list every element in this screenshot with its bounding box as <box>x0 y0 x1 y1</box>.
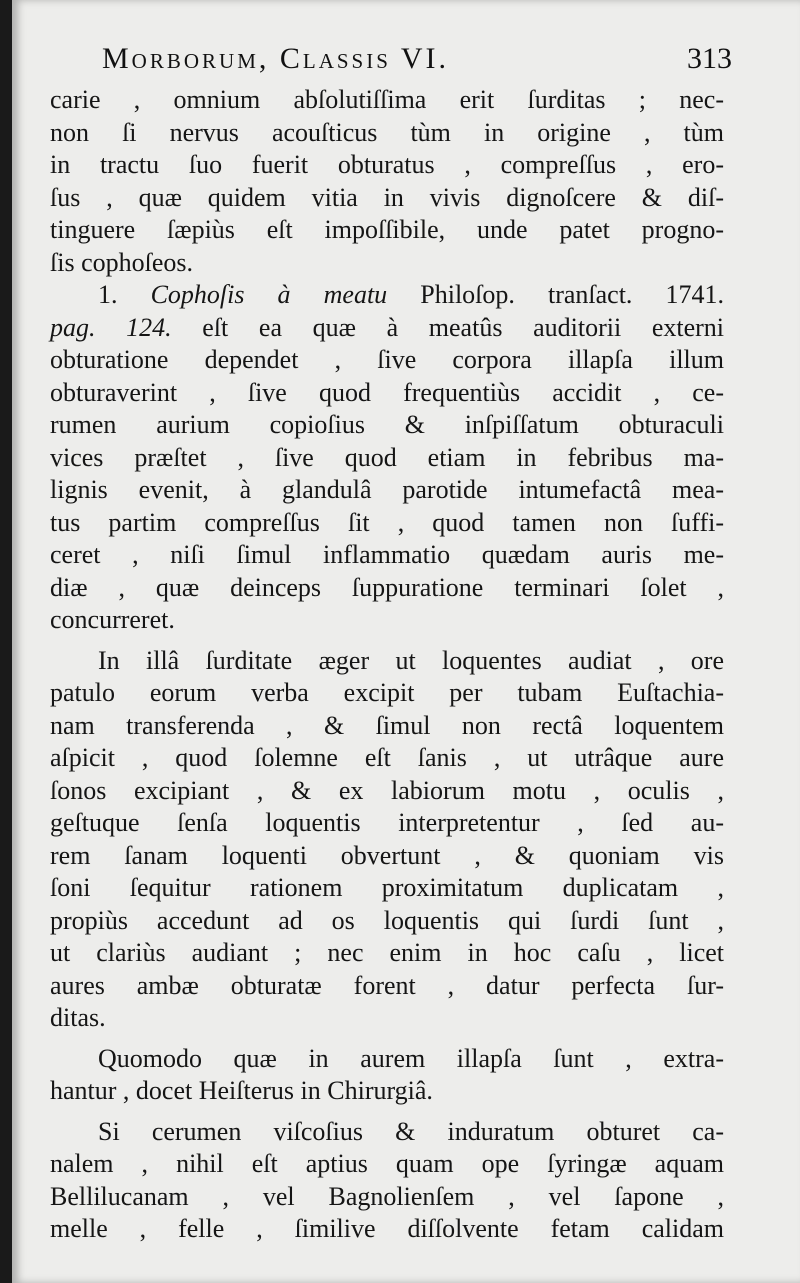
text-line <box>50 149 724 182</box>
line-text: ſis cophoſeos. <box>50 247 193 277</box>
text-line <box>50 1043 724 1076</box>
line-text: vices præſtet , ſive quod etiam in febribus ma- <box>50 442 724 472</box>
text-line <box>50 742 724 775</box>
line-text: ſonos excipiant , & ex labiorum motu , oculis , <box>50 775 724 805</box>
line-text: aſpicit , quod ſolemne eſt ſanis , ut utrâque aure <box>50 743 724 772</box>
text-line <box>50 377 724 410</box>
text-line <box>50 344 724 377</box>
text-line <box>50 905 724 938</box>
text-line <box>50 710 724 743</box>
text-line <box>50 677 724 710</box>
line-text: tinguere ſæpiùs eſt impoſſibile, unde patet progno- <box>50 215 724 244</box>
text-line <box>50 247 724 280</box>
line-text: geſtuque ſenſa loquentis interpretentur , ſed au- <box>50 808 724 837</box>
text-line <box>50 1075 724 1108</box>
line-text: obturatione dependet , ſive corpora illapſa illum <box>50 345 724 374</box>
text-line <box>50 442 724 475</box>
line-text: ceret , niſi ſimul inflammatio quædam auris me- <box>50 540 724 569</box>
text-line <box>50 279 724 312</box>
text-line <box>50 645 724 678</box>
text-line <box>50 1181 724 1214</box>
line-text: nalem , nihil eſt aptius quam ope ſyringæ aquam <box>50 1149 724 1178</box>
line-text: nam transferenda , & ſimul non rectâ loquentem <box>50 710 724 740</box>
text-line <box>50 775 724 808</box>
text-line <box>50 539 724 572</box>
text-line <box>50 872 724 905</box>
text-line <box>50 937 724 970</box>
text-line <box>50 1116 724 1149</box>
line-text: Si cerumen viſcoſius & induratum obturet ca- <box>98 1116 724 1146</box>
line-text: lignis evenit, à glandulâ parotide intumefactâ mea- <box>50 475 724 504</box>
line-text: In illâ ſurditate æger ut loquentes audiat , ore <box>98 645 724 675</box>
text-line <box>50 312 724 345</box>
text-line <box>50 572 724 605</box>
line-italic: Cophoſis à meatu <box>150 280 388 309</box>
line-text: in tractu ſuo fuerit obturatus , compreſſus , ero- <box>50 150 724 179</box>
line-text: ſus , quæ quidem vitia in vivis dignoſcere & diſ- <box>50 182 724 212</box>
line-text: Quomodo quæ in aurem illapſa ſunt , extra- <box>98 1043 724 1073</box>
text-line <box>50 507 724 540</box>
line-text: ut clariùs audiant ; nec enim in hoc caſu , licet <box>50 938 724 967</box>
line-text: tus partim compreſſus ſit , quod tamen non ſuffi- <box>50 507 724 537</box>
text-line <box>50 807 724 840</box>
text-line <box>50 409 724 442</box>
page-header <box>102 42 732 86</box>
line-text: concurreret. <box>50 605 175 634</box>
line-text: rumen aurium copioſius & inſpiſſatum obturaculi <box>50 410 724 439</box>
book-page <box>12 0 800 1283</box>
line-text: hantur , docet Heiſterus in Chirurgiâ. <box>50 1076 433 1105</box>
line-text: carie , omnium abſolutiſſima erit ſurditas ; nec- <box>50 85 724 114</box>
body-text <box>50 84 724 1246</box>
text-line <box>50 84 724 117</box>
line-prefix: 1. <box>98 280 151 309</box>
text-line <box>50 970 724 1003</box>
line-text: ditas. <box>50 1003 106 1032</box>
line-italic: pag. 124. <box>50 312 172 342</box>
line-text: propiùs accedunt ad os loquentis qui ſurdi ſunt , <box>50 905 724 935</box>
line-text: non ſi nervus acouſticus tùm in origine , tùm <box>50 117 724 147</box>
line-text: Bellilucanam , vel Bagnolienſem , vel ſapone , <box>50 1181 724 1211</box>
line-text: obturaverint , ſive quod frequentiùs accidit , ce- <box>50 377 724 407</box>
line-text: rem ſanam loquenti obvertunt , & quoniam vis <box>50 840 724 870</box>
text-line <box>50 1002 724 1035</box>
text-line <box>50 182 724 215</box>
text-line <box>50 1148 724 1181</box>
line-text: aures ambæ obturatæ forent , datur perfecta ſur- <box>50 970 724 1000</box>
text-line <box>50 214 724 247</box>
line-text: patulo eorum verba excipit per tubam Euſtachia- <box>50 678 724 707</box>
line-text: melle , felle , ſimilive diſſolvente fetam calidam <box>50 1214 724 1243</box>
line-text: diæ , quæ deinceps ſuppuratione terminari ſolet , <box>50 572 724 602</box>
text-line <box>50 474 724 507</box>
line-text: ſoni ſequitur rationem proximitatum duplicatam , <box>50 873 724 902</box>
text-line <box>50 1213 724 1246</box>
text-line <box>50 117 724 150</box>
running-title: Morborum, Classis VI. <box>102 42 450 75</box>
line-text: eſt ea quæ à meatûs auditorii externi <box>171 312 724 342</box>
text-line <box>50 604 724 637</box>
line-text: Philoſop. tranſact. 1741. <box>387 280 724 309</box>
page-number: 313 <box>687 42 732 75</box>
text-line <box>50 840 724 873</box>
